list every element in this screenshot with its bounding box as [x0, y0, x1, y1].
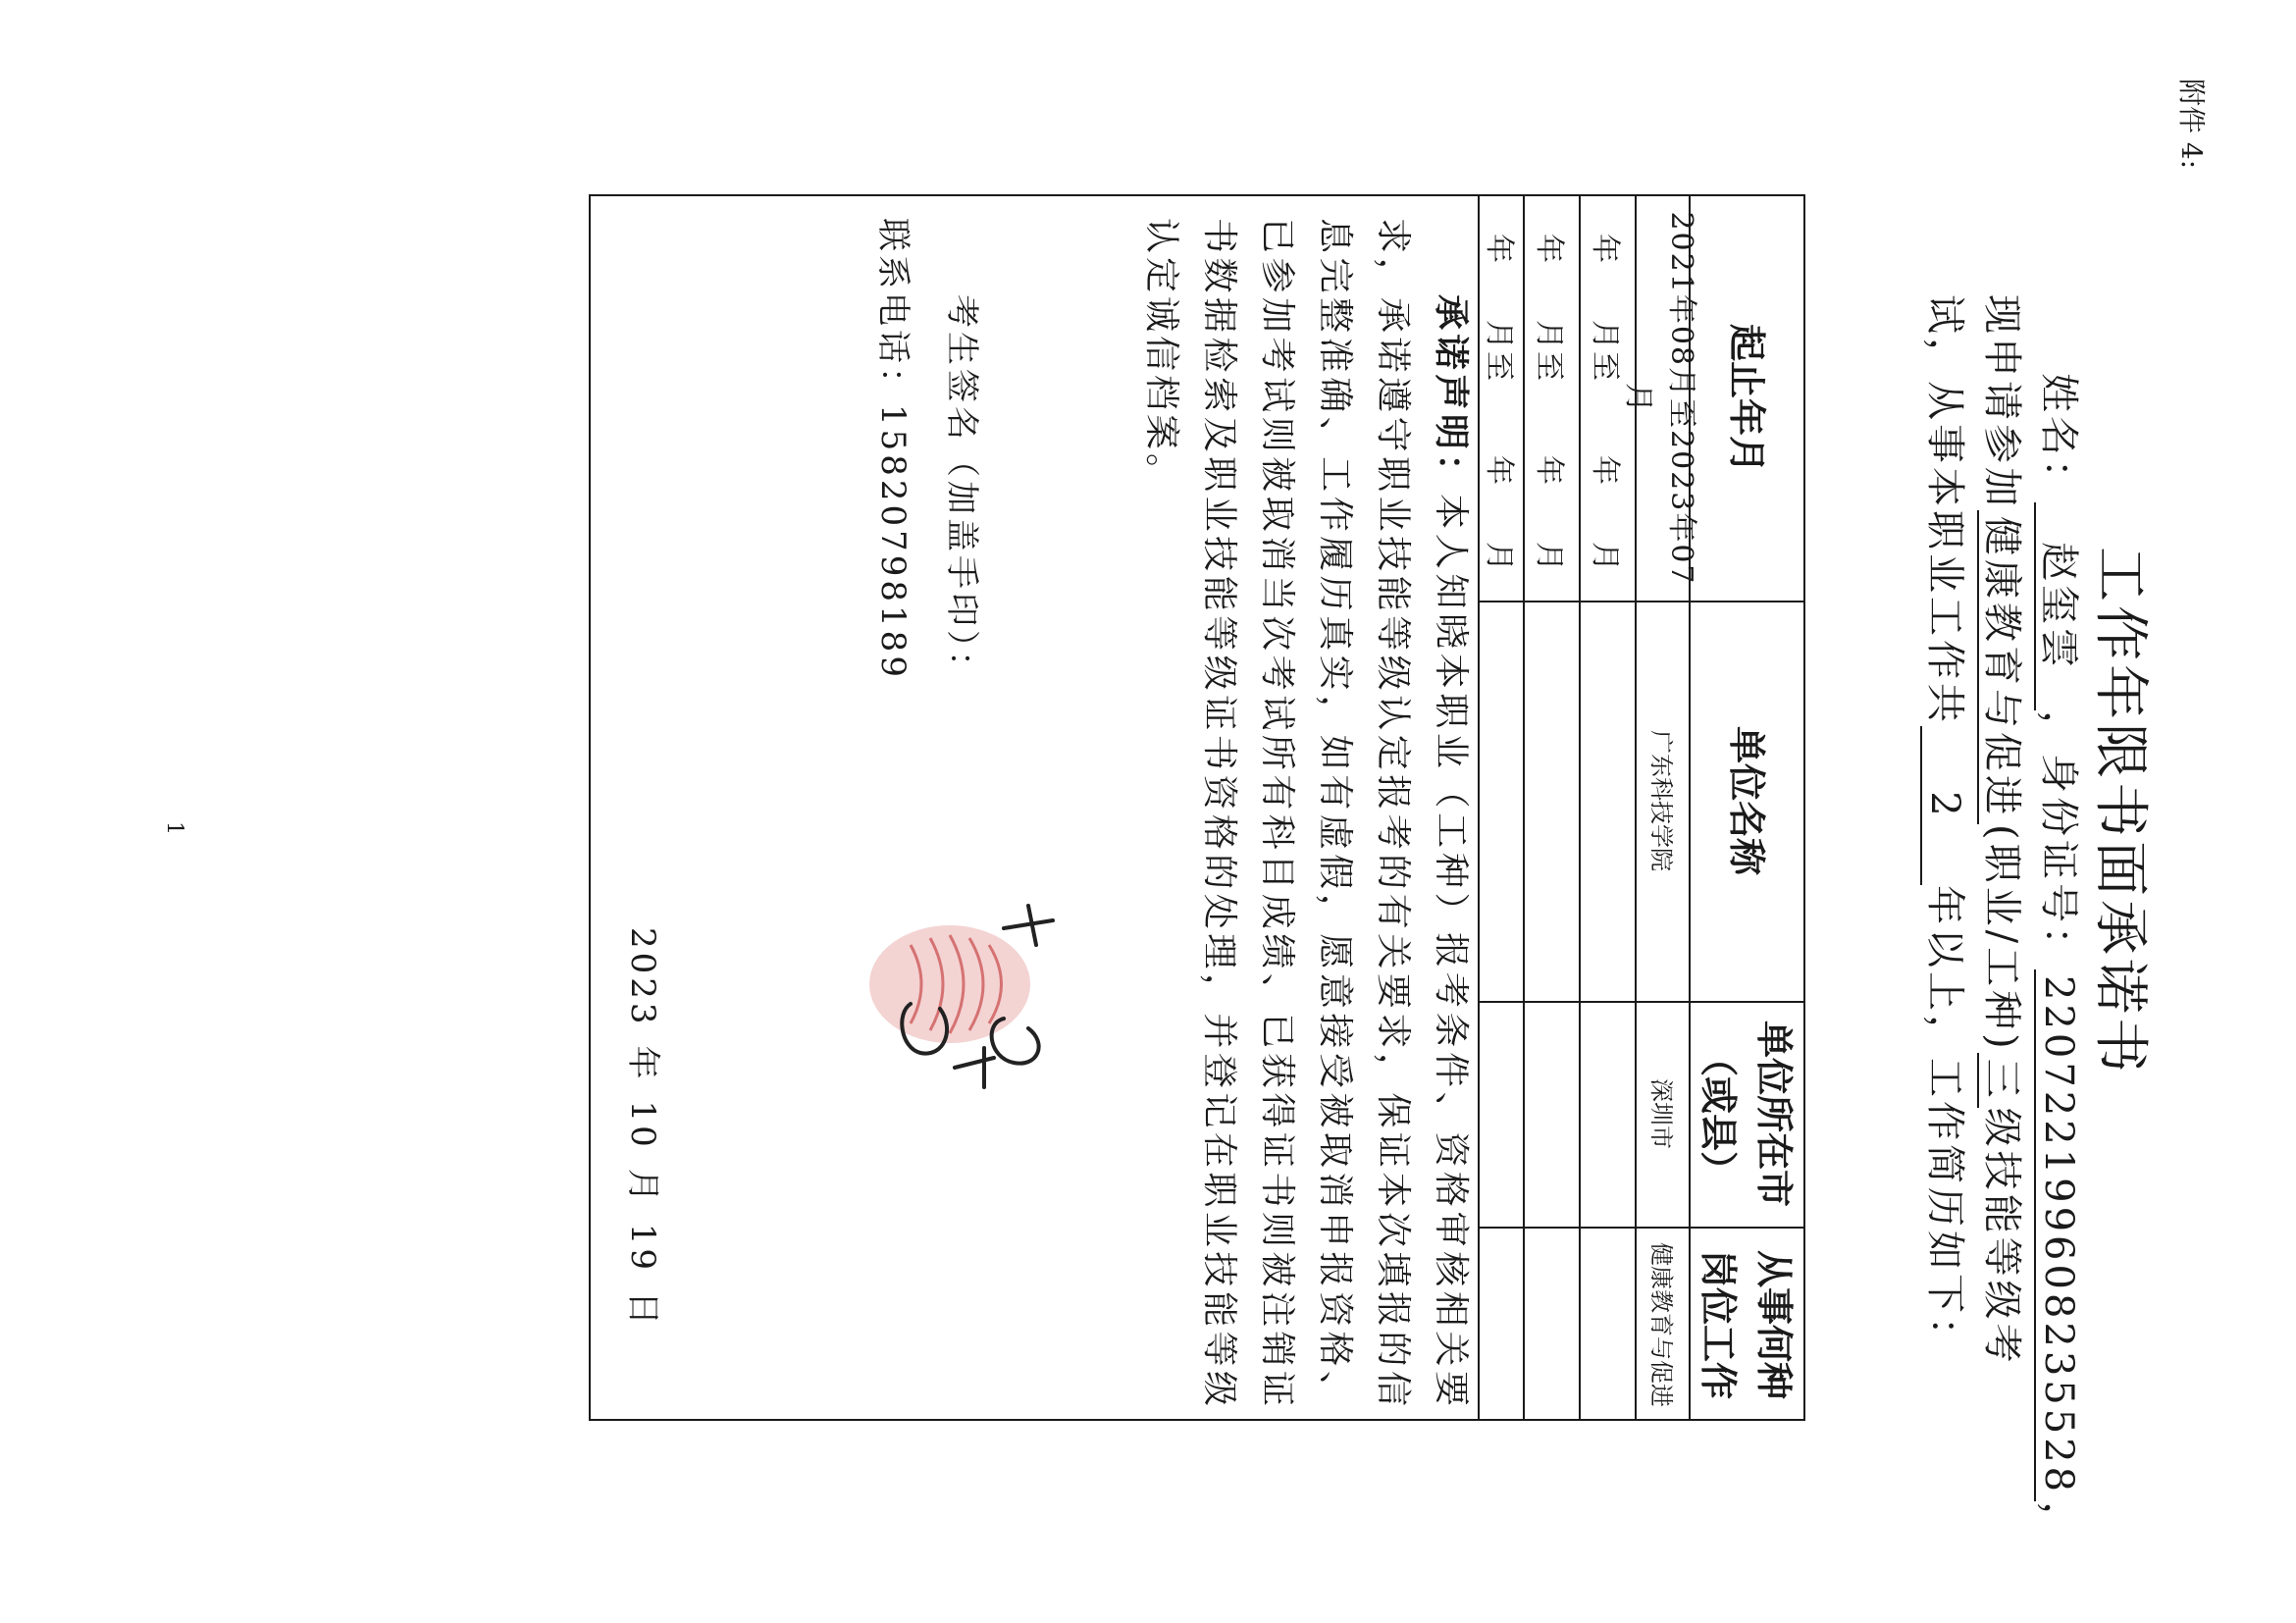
commitment-text: 本人知晓本职业（工种）报考条件、资格审核相关要求，承诺遵守职业技能等级认定报考的有关要求，保证本次填报的信息完整准确、工作履历真实，如有虚假，愿意接受被取消申报资格、已参加考试则被取消当次考试所有科目成绩、已获得证书则被注销证书数据检索及职业技能等级证书资格的处理，并登记在职业技能等级认定诚信档案。 — [1141, 218, 1471, 1410]
attachment-label: 附件 4: — [2175, 79, 2208, 170]
years-suffix: 年以上，工作简历如下： — [1922, 885, 1967, 1360]
name-value: 赵玺雲 — [2034, 502, 2081, 710]
date-line — [622, 927, 670, 1346]
occupation-mid: (职业/工种) — [1979, 824, 2024, 1053]
occupation-value: 健康教育与促进 — [1977, 510, 2024, 824]
page-title: 工作年限书面承诺书 — [2088, 547, 2152, 1076]
commitment-paragraph — [1132, 218, 1480, 1410]
name-prefix: 姓名： — [2036, 373, 2081, 502]
row2-month2: 月 — [1588, 542, 1623, 573]
header-position-line2: 岗位工作 — [1696, 1249, 1742, 1399]
phone-label: 联系电话： — [873, 218, 913, 404]
row4-year1: 年 — [1482, 234, 1516, 265]
fingerprint — [869, 925, 1030, 1043]
years-prefix: 试，从事本职业工作共 — [1922, 294, 1967, 726]
row4-year2: 年 — [1482, 455, 1516, 487]
date-month: 10 — [623, 1100, 662, 1151]
row3-month2: 月 — [1532, 542, 1567, 573]
years-line — [1920, 294, 1976, 1360]
header-unit-name: 单位名称 — [1725, 725, 1769, 875]
header-unit-location-line2: （或县） — [1696, 1038, 1742, 1188]
row2-year1: 年 — [1588, 234, 1623, 265]
row4-period — [1480, 196, 1525, 601]
date-year: 2023 — [623, 927, 662, 1028]
apply-line — [1977, 294, 2033, 1367]
row4-month1: 月至 — [1482, 320, 1516, 383]
signature-label: 考生签名（加盖手印）： — [942, 294, 981, 688]
row4-month2: 月 — [1482, 542, 1516, 573]
work-history-table — [589, 194, 1805, 1421]
row3-month1: 月至 — [1532, 320, 1567, 383]
header-unit-location — [1691, 1001, 1803, 1227]
handwritten-signature — [861, 891, 1068, 1117]
date-day-unit: 日 — [623, 1291, 662, 1330]
years-value: 2 — [1920, 726, 1967, 885]
header-unit-location-line1: 单位所在市 — [1752, 1020, 1798, 1207]
header-position — [1691, 1227, 1803, 1423]
date-year-unit: 年 — [623, 1045, 662, 1083]
apply-prefix: 现申请参加 — [1979, 294, 2024, 510]
id-value: 220722199608235528 — [2034, 969, 2081, 1501]
phone-line — [872, 218, 920, 681]
grade-suffix: 级技能等级考 — [1979, 1107, 2024, 1367]
date-month-unit: 月 — [623, 1168, 662, 1206]
header-position-line1: 从事何种 — [1752, 1249, 1798, 1399]
row3-year1: 年 — [1532, 234, 1567, 265]
row2-year2: 年 — [1588, 455, 1623, 487]
id-prefix: ，身份证号： — [2036, 710, 2081, 969]
header-period: 起止年月 — [1725, 323, 1769, 473]
row2-period — [1581, 196, 1637, 601]
name-line — [2034, 373, 2090, 1544]
id-suffix: ， — [2036, 1501, 2081, 1545]
grade-value: 三 — [1977, 1053, 2024, 1108]
row3-year2: 年 — [1532, 455, 1567, 487]
commitment-label: 承诺声明： — [1431, 294, 1472, 495]
date-day: 19 — [623, 1223, 662, 1275]
row1-unit-name: 广东科技学院 — [1647, 730, 1675, 871]
row2-month1: 月至 — [1588, 320, 1623, 383]
row3-period — [1525, 196, 1581, 601]
row1-position: 健康教育与促进 — [1647, 1242, 1675, 1407]
row1-period: 2021年08月至2023年07月 — [1621, 211, 1699, 586]
phone-value: 15820798189 — [873, 404, 913, 681]
page-number: 1 — [162, 821, 186, 835]
row1-location: 深圳市 — [1647, 1078, 1675, 1149]
